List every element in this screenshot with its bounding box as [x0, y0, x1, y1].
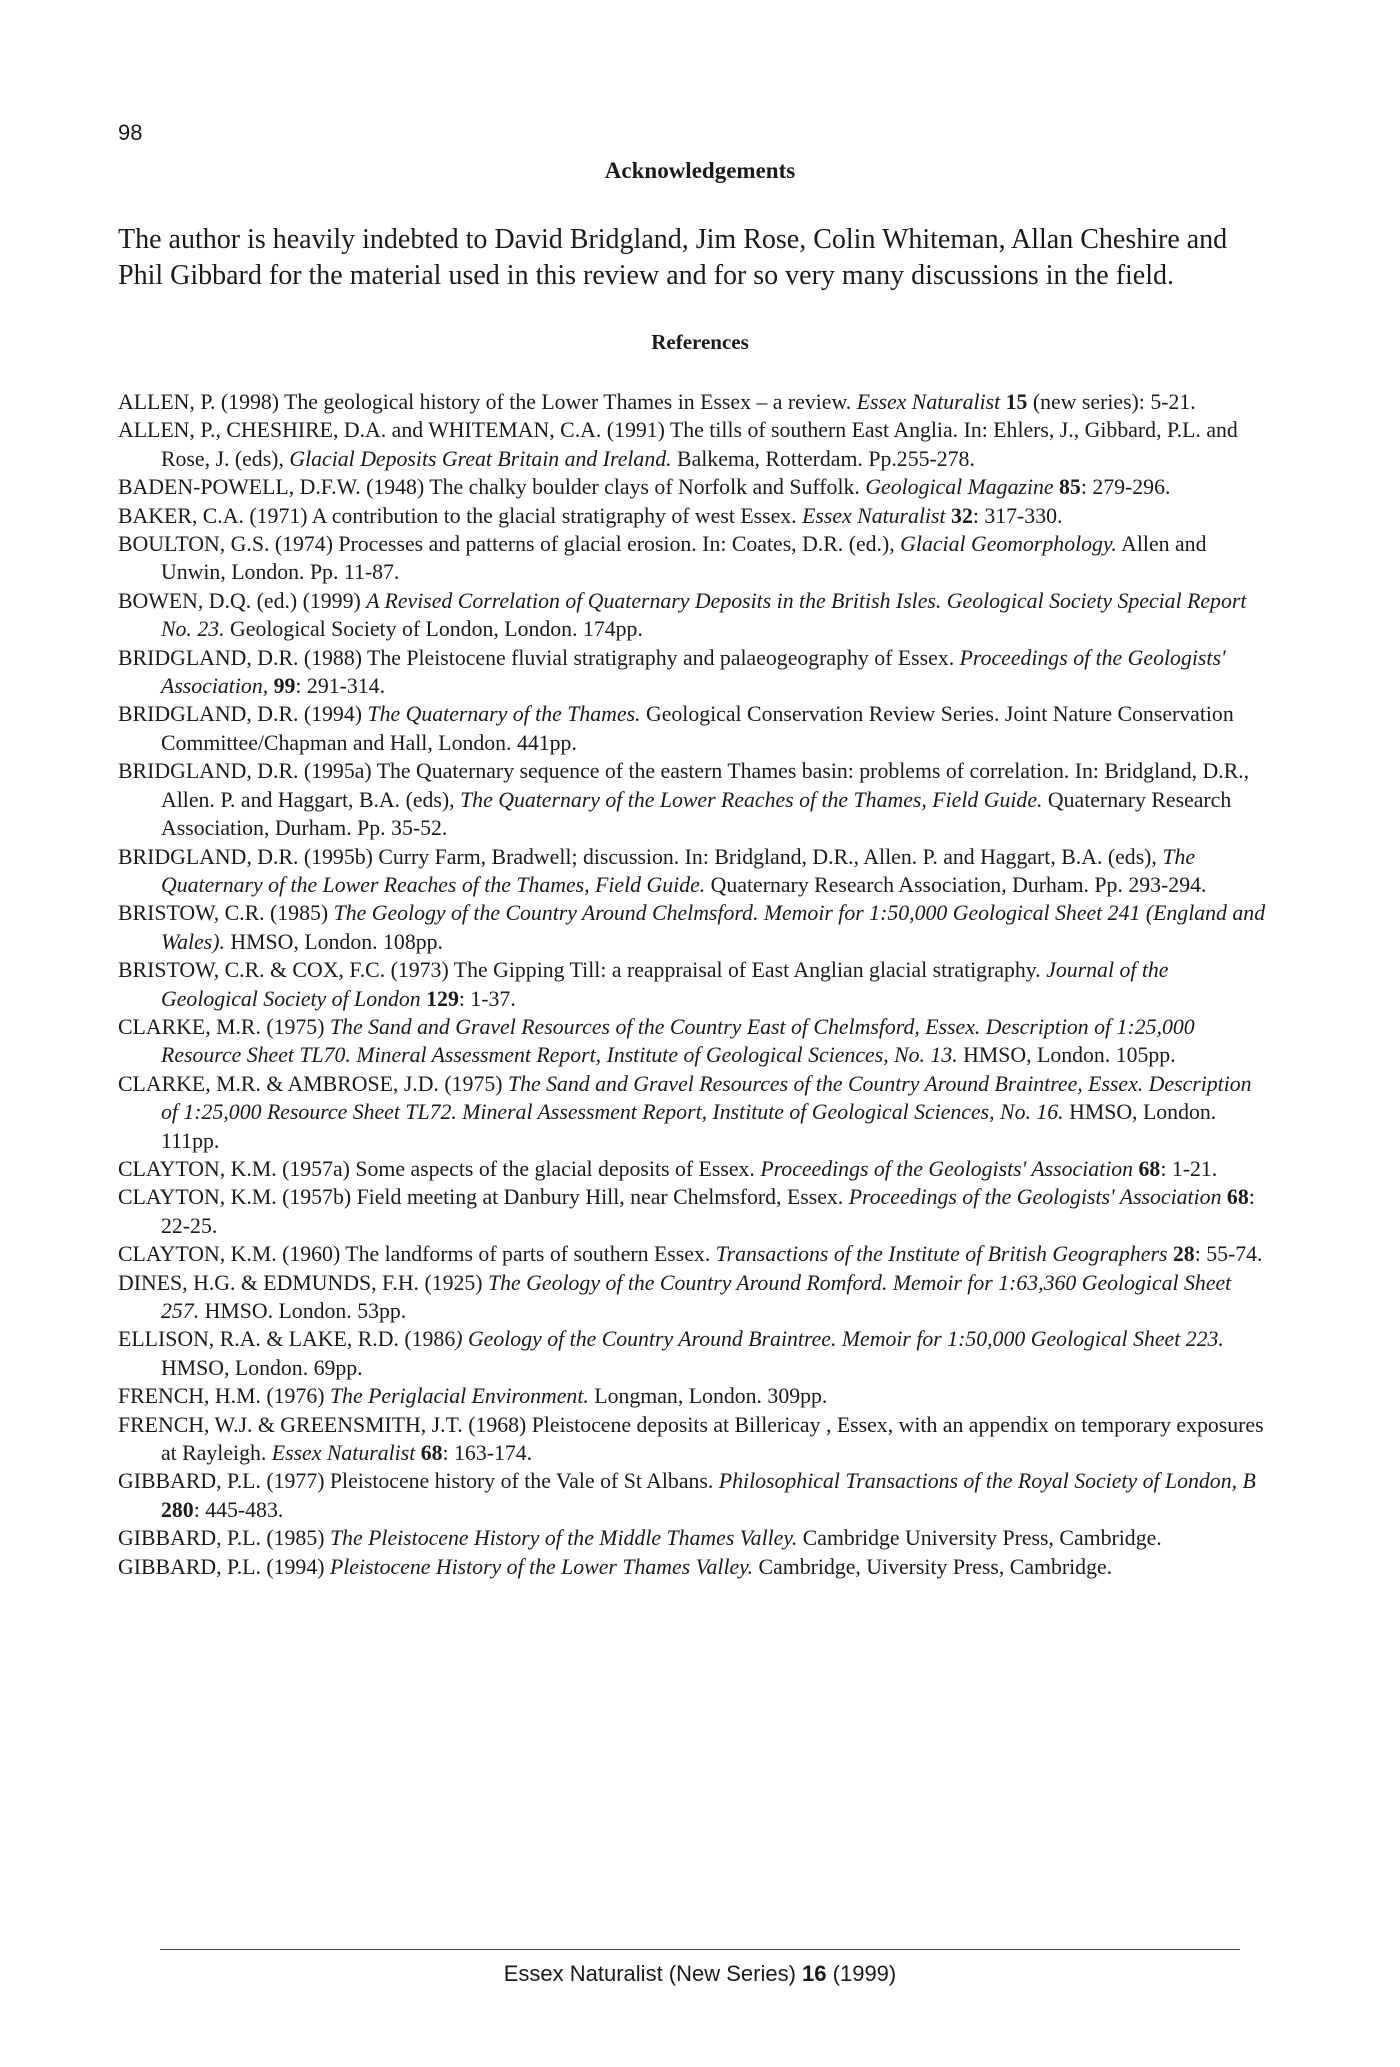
reference-text: DINES, H.G. & EDMUNDS, F.H. (1925)	[118, 1270, 489, 1295]
references-list	[118, 388, 1268, 1581]
reference-volume: 15	[1005, 390, 1028, 414]
reference-title: Proceedings of the Geologists' Association	[760, 1156, 1134, 1181]
reference-entry	[118, 1183, 1268, 1240]
reference-text: Geological Society of London, London. 174pp.	[224, 617, 643, 642]
reference-text: ALLEN, P. (1998) The geological history of the Lower Thames in Essex – a review.	[118, 390, 857, 414]
reference-title: The Quaternary of the Lower Reaches of the Thames, Field Guide.	[460, 787, 1043, 812]
reference-text: : 22-25.	[161, 1185, 1255, 1238]
reference-volume: 85	[1059, 475, 1081, 500]
reference-text: BRIDGLAND, D.R. (1995a) The Quaternary sequence of the eastern Thames basin: problems of correlation. In: Bridgland, D.R., Allen. P. and Haggart, B.A. (eds),	[118, 759, 1250, 812]
reference-entry	[118, 530, 1268, 587]
reference-text: BRISTOW, C.R. & COX, F.C. (1973) The Gipping Till: a reappraisal of East Anglian glacial stratigraphy.	[118, 958, 1047, 983]
footer-volume: 16	[802, 1961, 827, 1986]
reference-entry	[118, 388, 1268, 416]
reference-text: Cambridge, Uiversity Press, Cambridge.	[753, 1554, 1113, 1579]
reference-text: BRIDGLAND, D.R. (1995b) Curry Farm, Bradwell; discussion. In: Bridgland, D.R., Allen. P. and Haggart, B.A. (eds),	[118, 844, 1163, 869]
reference-text: CLARKE, M.R. & AMBROSE, J.D. (1975)	[118, 1071, 508, 1096]
reference-text: BRIDGLAND, D.R. (1994)	[118, 702, 368, 727]
reference-text: (new series): 5-21.	[1027, 390, 1196, 414]
reference-entry	[118, 1269, 1268, 1326]
reference-text: : 317-330.	[972, 503, 1063, 528]
reference-text: Quaternary Research Association, Durham. Pp. 293-294.	[705, 872, 1207, 897]
reference-text: BRIDGLAND, D.R. (1988) The Pleistocene fluvial stratigraphy and palaeogeography of Essex.	[118, 645, 960, 670]
reference-text: Quaternary Research Association, Durham. Pp. 35-52.	[161, 787, 1232, 841]
reference-text: FRENCH, H.M. (1976)	[118, 1384, 330, 1409]
reference-text: CLAYTON, K.M. (1960) The landforms of parts of southern Essex.	[118, 1242, 716, 1267]
reference-entry	[118, 1013, 1268, 1070]
reference-text: Geological Conservation Review Series. Joint Nature Conservation Committee/Chapman and Hall, London. 441pp.	[161, 702, 1234, 755]
reference-title: Pleistocene History of the Lower Thames Valley.	[329, 1554, 754, 1579]
page-number: 98	[118, 120, 143, 145]
reference-volume: 32	[951, 503, 973, 528]
references-heading: References	[651, 330, 749, 354]
reference-text: HMSO, London. 111pp.	[161, 1100, 1217, 1153]
reference-entry	[118, 1553, 1268, 1581]
reference-volume: 68	[1138, 1156, 1161, 1181]
reference-title: A Revised Correlation of Quaternary Deposits in the British Isles. Geological Society Special Report No. 23.	[161, 588, 1247, 642]
reference-volume: 280	[161, 1497, 194, 1522]
reference-text: BOWEN, D.Q. (ed.) (1999)	[118, 588, 367, 613]
reference-title: Geological Magazine	[865, 475, 1054, 500]
reference-entry	[118, 700, 1268, 757]
reference-title: The Geology of the Country Around Chelmsford. Memoir for 1:50,000 Geological Sheet 241 (England and Wales).	[161, 901, 1266, 954]
reference-text: : 291-314.	[295, 674, 386, 699]
reference-text: BRISTOW, C.R. (1985)	[118, 901, 334, 926]
reference-entry	[118, 1411, 1268, 1468]
reference-text: : 445-483.	[193, 1497, 284, 1522]
reference-text: BADEN-POWELL, D.F.W. (1948) The chalky boulder clays of Norfolk and Suffolk.	[118, 475, 866, 500]
reference-text: CLAYTON, K.M. (1957a) Some aspects of the glacial deposits of Essex.	[118, 1156, 761, 1181]
reference-text: : 163-174.	[442, 1441, 533, 1466]
reference-text: FRENCH, W.J. & GREENSMITH, J.T. (1968) Pleistocene deposits at Billericay , Essex, with an appendix on temporary exposures at Rayleigh.	[118, 1412, 1264, 1466]
footer-year: (1999)	[826, 1961, 897, 1986]
acknowledgements-heading: Acknowledgements	[604, 158, 796, 183]
reference-text: HMSO, London. 108pp.	[224, 929, 443, 954]
reference-title: ) Geology of the Country Around Braintree. Memoir for 1:50,000 Geological Sheet 223.	[455, 1327, 1224, 1352]
reference-title: The Periglacial Environment.	[329, 1384, 589, 1409]
footer-journal: Essex Naturalist (New Series)	[503, 1961, 803, 1986]
reference-volume: 28	[1172, 1242, 1195, 1267]
footer	[0, 1961, 1400, 1987]
reference-title: Essex Naturalist	[856, 390, 1001, 414]
reference-entry	[118, 757, 1268, 842]
reference-volume: 129	[426, 986, 459, 1011]
reference-text: BAKER, C.A. (1971) A contribution to the glacial stratigraphy of west Essex.	[118, 503, 803, 528]
reference-text: BOULTON, G.S. (1974) Processes and patterns of glacial erosion. In: Coates, D.R. (ed.),	[118, 532, 901, 557]
reference-entry	[118, 473, 1268, 501]
reference-title: The Pleistocene History of the Middle Thames Valley.	[329, 1526, 798, 1551]
reference-volume: 68	[1226, 1185, 1249, 1210]
reference-title: The Geology of the Country Around Romford. Memoir for 1:63,360 Geological Sheet 257.	[161, 1270, 1232, 1323]
reference-entry	[118, 587, 1268, 644]
reference-entry	[118, 956, 1268, 1013]
reference-entry	[118, 644, 1268, 701]
reference-title: The Quaternary of the Thames.	[367, 702, 641, 727]
reference-entry	[118, 1070, 1268, 1155]
reference-text: HMSO, London. 105pp.	[957, 1043, 1176, 1068]
reference-text: Longman, London. 309pp.	[588, 1384, 828, 1409]
reference-entry	[118, 1155, 1268, 1183]
reference-text: GIBBARD, P.L. (1994)	[118, 1554, 330, 1579]
reference-text: : 279-296.	[1080, 475, 1171, 500]
reference-title: Proceedings of the Geologists' Association	[848, 1185, 1222, 1210]
reference-text: CLARKE, M.R. (1975)	[118, 1014, 330, 1039]
reference-text: ALLEN, P., CHESHIRE, D.A. and WHITEMAN, C.A. (1991) The tills of southern East Anglia. In: Ehlers, J., Gibbard, P.L. and Rose, J. (eds),	[118, 418, 1238, 471]
reference-text: HMSO, London. 69pp.	[161, 1355, 363, 1380]
reference-title: Essex Naturalist	[802, 503, 946, 528]
reference-text: GIBBARD, P.L. (1977) Pleistocene history of the Vale of St Albans.	[118, 1469, 719, 1494]
reference-text: : 55-74.	[1194, 1242, 1263, 1267]
reference-title: Essex Naturalist	[271, 1441, 416, 1466]
reference-text: GIBBARD, P.L. (1985)	[118, 1526, 330, 1551]
reference-volume: 68	[420, 1441, 443, 1466]
reference-entry	[118, 502, 1268, 530]
reference-entry	[118, 1524, 1268, 1552]
reference-title: The Sand and Gravel Resources of the Country East of Chelmsford, Essex. Description of 1:25,000 Resource Sheet TL70. Mineral Assessment Report, Institute of Geological Sciences, No. 13.	[161, 1014, 1195, 1068]
reference-text: CLAYTON, K.M. (1957b) Field meeting at Danbury Hill, near Chelmsford, Essex.	[118, 1185, 849, 1210]
reference-title: The Sand and Gravel Resources of the Country Around Braintree, Essex. Description of 1:25,000 Resource Sheet TL72. Mineral Assessment Report, Institute of Geological Sciences, No. 16.	[161, 1071, 1252, 1125]
reference-entry	[118, 899, 1268, 956]
reference-entry	[118, 416, 1268, 473]
reference-entry	[118, 1325, 1268, 1382]
reference-text: : 1-37.	[458, 986, 516, 1011]
reference-title: Glacial Deposits Great Britain and Ireland.	[289, 446, 672, 471]
reference-text: Cambridge University Press, Cambridge.	[797, 1526, 1162, 1551]
reference-entry	[118, 1467, 1268, 1524]
footer-divider	[160, 1949, 1240, 1950]
reference-text: ELLISON, R.A. & LAKE, R.D. (1986	[118, 1327, 456, 1352]
reference-title: The Quaternary of the Lower Reaches of the Thames, Field Guide.	[161, 844, 1196, 897]
reference-entry	[118, 843, 1268, 900]
reference-volume: 99	[273, 674, 296, 699]
reference-text: : 1-21.	[1160, 1156, 1218, 1181]
reference-title: Journal of the Geological Society of London	[161, 958, 1169, 1011]
reference-entry	[118, 1382, 1268, 1410]
reference-text: Balkema, Rotterdam. Pp.255-278.	[671, 446, 975, 471]
reference-entry	[118, 1240, 1268, 1268]
reference-title: Transactions of the Institute of British Geographers	[715, 1242, 1168, 1267]
reference-title: Glacial Geomorphology.	[900, 532, 1117, 557]
reference-title: Proceedings of the Geologists' Association,	[161, 645, 1226, 699]
reference-text: HMSO. London. 53pp.	[199, 1299, 407, 1323]
reference-text: Allen and Unwin, London. Pp. 11-87.	[161, 532, 1207, 585]
acknowledgements-body: The author is heavily indebted to David Bridgland, Jim Rose, Colin Whiteman, Allan Cheshire and Phil Gibbard for the material used in this review and for so very many discussions in the field.	[118, 224, 1228, 291]
reference-title: Philosophical Transactions of the Royal Society of London, B	[718, 1469, 1256, 1494]
